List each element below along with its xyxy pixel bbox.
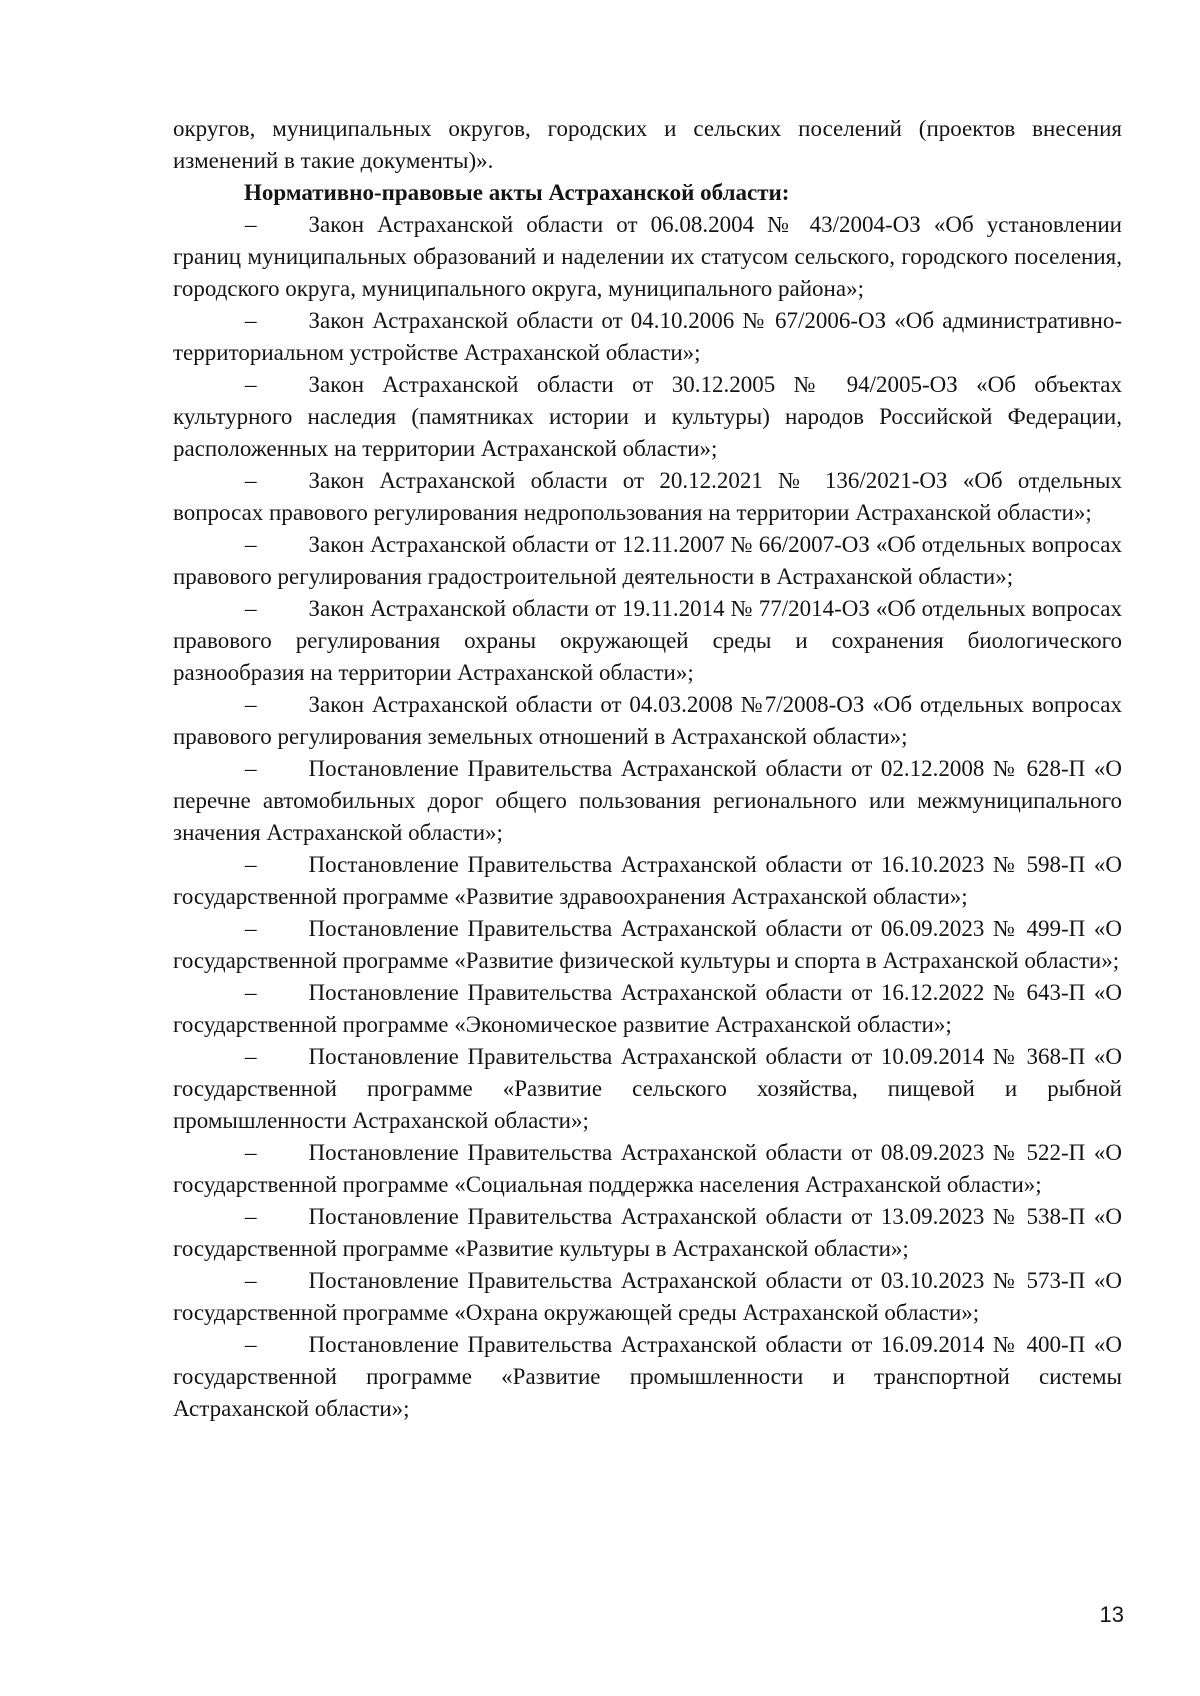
list-dash: – [245,372,257,397]
legal-acts-list [173,209,1122,1425]
list-item [173,913,1122,977]
list-item [173,209,1122,305]
list-dash: – [245,468,257,493]
list-item [173,1137,1122,1201]
list-item-text: Постановление Правительства Астраханской области от 16.10.2023 № 598-П «О государственной программе «Развитие здравоохранения Астраханской области»; [173,852,1122,909]
list-item-text: Постановление Правительства Астраханской области от 03.10.2023 № 573-П «О государственной программе «Охрана окружающей среды Астраханской области»; [173,1268,1122,1325]
list-dash: – [245,916,257,941]
list-item [173,849,1122,913]
list-dash: – [245,532,257,557]
list-item [173,753,1122,849]
list-item [173,305,1122,369]
list-item-text: Закон Астраханской области от 30.12.2005 № 94/2005-ОЗ «Об объектах культурного наследия (памятниках истории и культуры) народов Российской Федерации, расположенных на территории Астраханской области»; [173,372,1122,461]
list-dash: – [245,212,257,237]
list-item [173,529,1122,593]
list-item [173,465,1122,529]
list-dash: – [245,756,257,781]
list-dash: – [245,596,257,621]
list-dash: – [245,692,257,717]
list-item [173,1265,1122,1329]
list-item-text: Постановление Правительства Астраханской области от 13.09.2023 № 538-П «О государственной программе «Развитие культуры в Астраханской области»; [173,1204,1122,1261]
list-dash: – [245,980,257,1005]
list-dash: – [245,1332,257,1357]
list-dash: – [245,308,257,333]
list-item [173,977,1122,1041]
intro-paragraph: округов, муниципальных округов, городских и сельских поселений (проектов внесения изменений в такие документы)». [173,116,1122,173]
list-dash: – [245,852,257,877]
list-item-text: Закон Астраханской области от 04.03.2008 №7/2008-ОЗ «Об отдельных вопросах правового регулирования земельных отношений в Астраханской области»; [173,692,1122,749]
list-dash: – [245,1268,257,1293]
list-dash: – [245,1044,257,1069]
document-body [173,113,1122,1425]
list-item-text: Постановление Правительства Астраханской области от 02.12.2008 № 628-П «О перечне автомобильных дорог общего пользования регионального или межмуниципального значения Астраханской области»; [173,756,1122,845]
list-dash: – [245,1204,257,1229]
section-heading: Нормативно-правовые акты Астраханской области: [244,180,790,205]
list-item-text: Закон Астраханской области от 04.10.2006 № 67/2006-ОЗ «Об административно-территориальном устройстве Астраханской области»; [173,308,1122,365]
list-item-text: Закон Астраханской области от 12.11.2007 № 66/2007-ОЗ «Об отдельных вопросах правового регулирования градостроительной деятельности в Астраханской области»; [173,532,1122,589]
list-item-text: Закон Астраханской области от 19.11.2014 № 77/2014-ОЗ «Об отдельных вопросах правового регулирования охраны окружающей среды и сохранения биологического разнообразия на территории Астраханской области»; [173,596,1122,685]
list-item [173,1041,1122,1137]
list-item [173,369,1122,465]
list-item-text: Постановление Правительства Астраханской области от 06.09.2023 № 499-П «О государственной программе «Развитие физической культуры и спорта в Астраханской области»; [173,916,1122,973]
list-item-text: Постановление Правительства Астраханской области от 08.09.2023 № 522-П «О государственной программе «Социальная поддержка населения Астраханской области»; [173,1140,1122,1197]
list-item [173,689,1122,753]
list-item-text: Закон Астраханской области от 06.08.2004 № 43/2004-ОЗ «Об установлении границ муниципальных образований и наделении их статусом сельского, городского поселения, городского округа, муниципального округа, муниципального района»; [173,212,1122,301]
page-number: 13 [1099,1602,1124,1627]
list-item-text: Постановление Правительства Астраханской области от 10.09.2014 № 368-П «О государственной программе «Развитие сельского хозяйства, пищевой и рыбной промышленности Астраханской области»; [173,1044,1122,1133]
list-item [173,1201,1122,1265]
list-item [173,1329,1122,1425]
list-item [173,593,1122,689]
list-dash: – [245,1140,257,1165]
list-item-text: Закон Астраханской области от 20.12.2021 № 136/2021-ОЗ «Об отдельных вопросах правового регулирования недропользования на территории Астраханской области»; [173,468,1122,525]
list-item-text: Постановление Правительства Астраханской области от 16.12.2022 № 643-П «О государственной программе «Экономическое развитие Астраханской области»; [173,980,1122,1037]
list-item-text: Постановление Правительства Астраханской области от 16.09.2014 № 400-П «О государственной программе «Развитие промышленности и транспортной системы Астраханской области»; [173,1332,1122,1421]
